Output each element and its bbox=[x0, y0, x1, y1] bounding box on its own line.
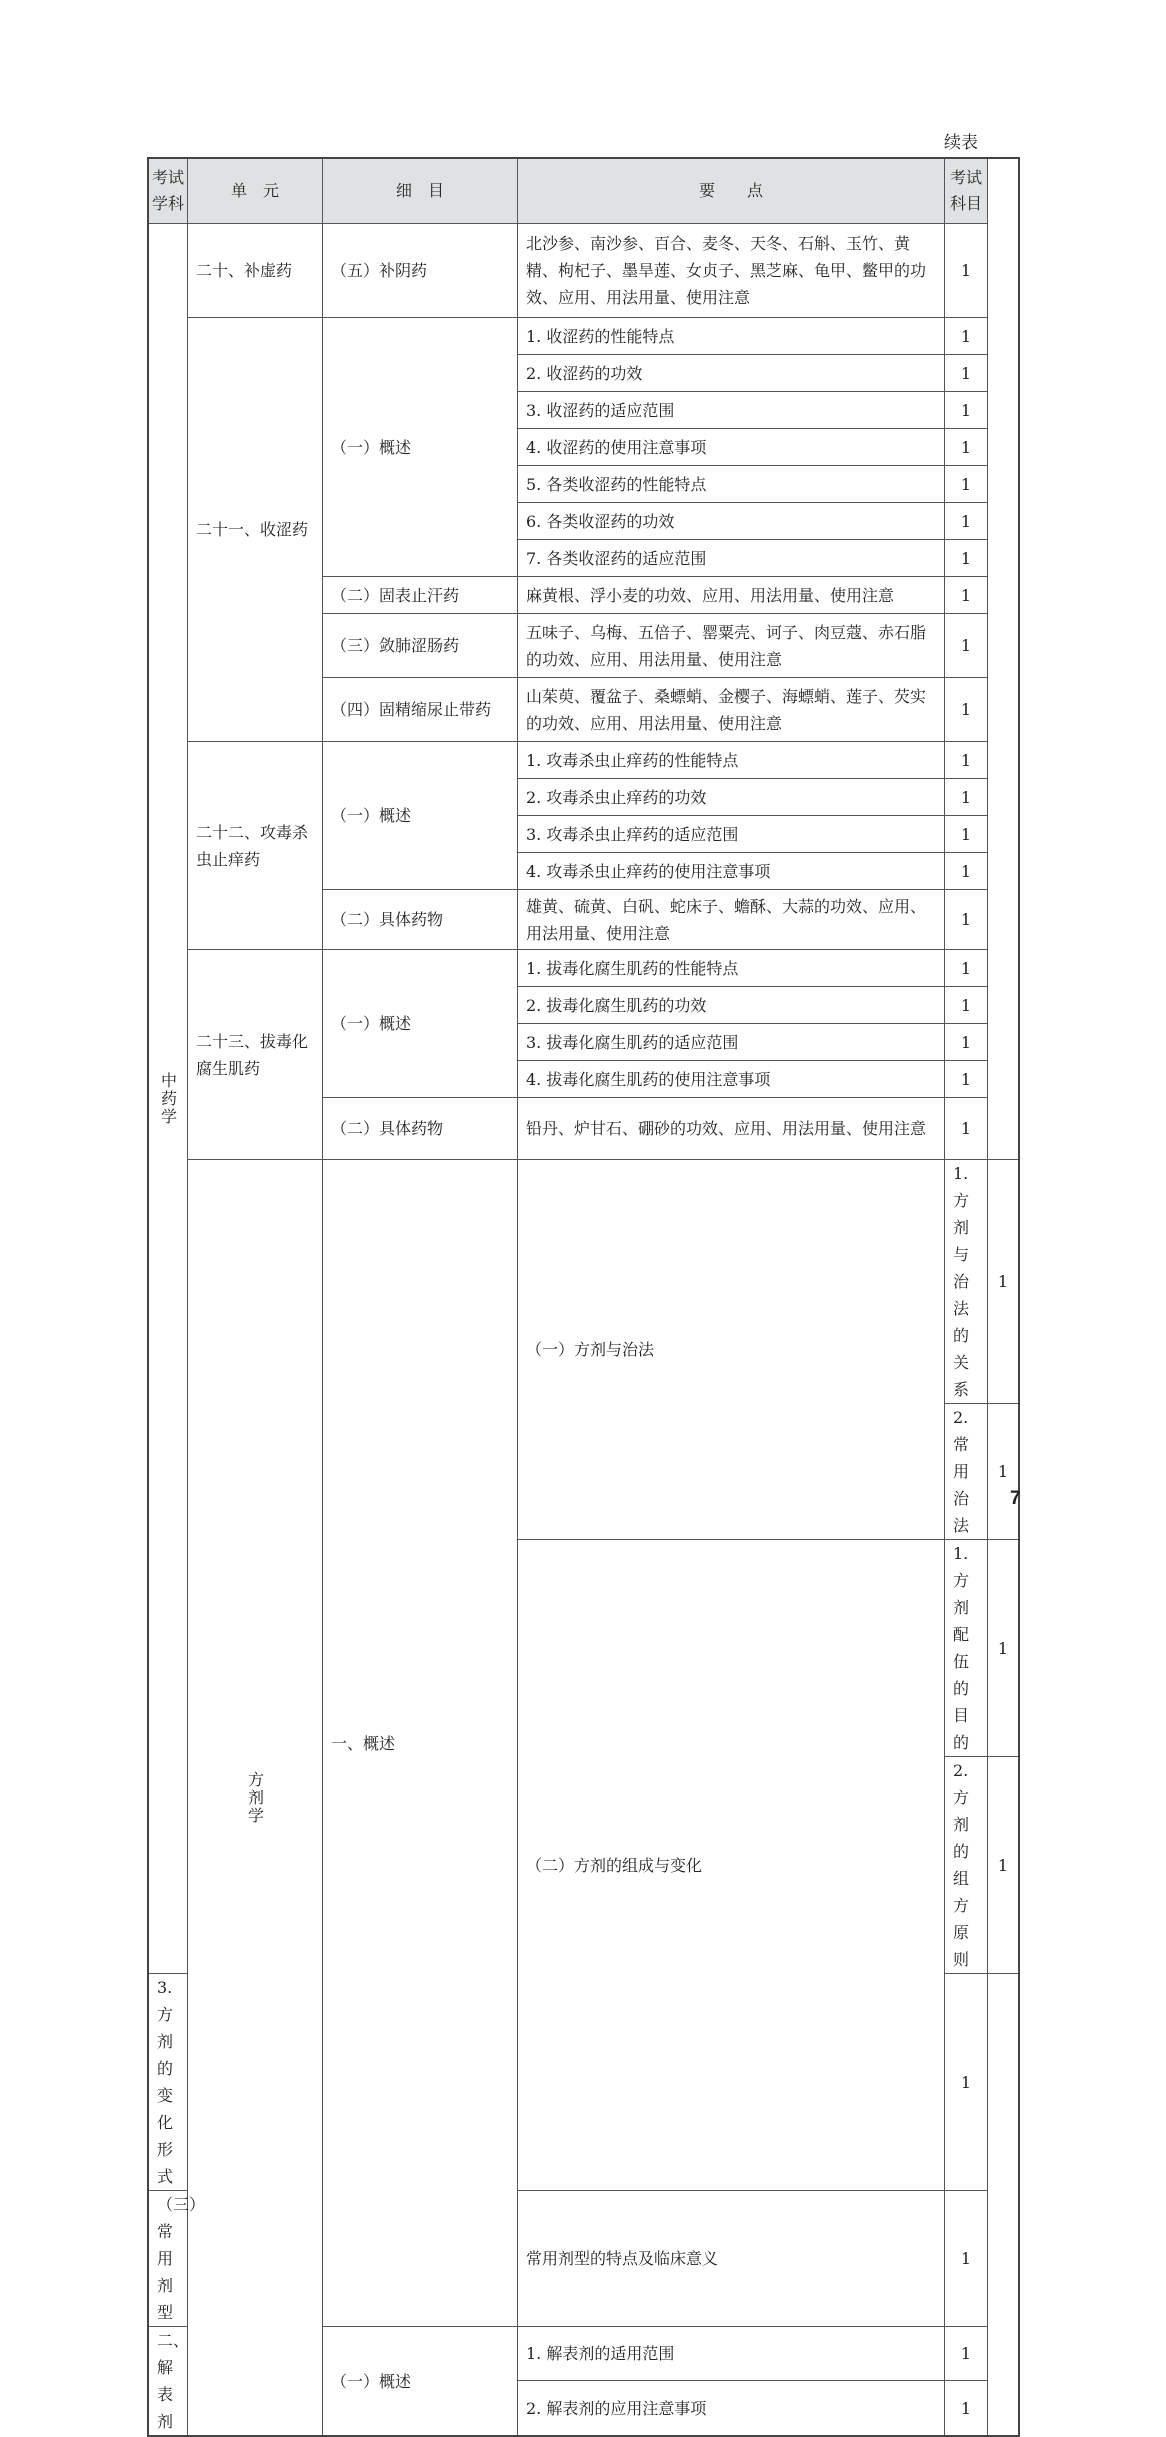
point-cell: 五味子、乌梅、五倍子、罂粟壳、诃子、肉豆蔻、赤石脂的功效、应用、用法用量、使用注意 bbox=[518, 614, 945, 678]
exam-cell: 1 bbox=[988, 1540, 1020, 1757]
point-cell: 3. 拔毒化腐生肌药的适应范围 bbox=[518, 1024, 945, 1061]
exam-cell: 1 bbox=[945, 2327, 988, 2381]
point-cell: 3. 方剂的变化形式 bbox=[148, 1974, 188, 2191]
point-cell: 1. 攻毒杀虫止痒药的性能特点 bbox=[518, 742, 945, 779]
table-row bbox=[148, 742, 1019, 779]
exam-cell: 1 bbox=[945, 1024, 988, 1061]
item-cell: （一）概述 bbox=[323, 950, 518, 1098]
exam-cell: 1 bbox=[988, 1757, 1020, 1974]
exam-cell: 1 bbox=[945, 816, 988, 853]
exam-cell: 1 bbox=[988, 1160, 1020, 1404]
exam-cell: 1 bbox=[945, 540, 988, 577]
item-cell: （二）具体药物 bbox=[323, 1098, 518, 1160]
point-cell: 雄黄、硫黄、白矾、蛇床子、蟾酥、大蒜的功效、应用、用法用量、使用注意 bbox=[518, 890, 945, 950]
exam-cell: 1 bbox=[945, 987, 988, 1024]
unit-cell: 二十一、收涩药 bbox=[188, 318, 323, 742]
point-cell: 1. 方剂与治法的关系 bbox=[945, 1160, 988, 1404]
point-cell: 2. 收涩药的功效 bbox=[518, 355, 945, 392]
item-cell: （二）具体药物 bbox=[323, 890, 518, 950]
table-row bbox=[148, 224, 1019, 318]
item-cell: （四）固精缩尿止带药 bbox=[323, 678, 518, 742]
exam-cell: 1 bbox=[945, 853, 988, 890]
unit-cell: 一、概述 bbox=[323, 1160, 518, 2327]
table-header-row bbox=[148, 158, 1019, 224]
item-cell: （五）补阴药 bbox=[323, 224, 518, 318]
point-cell: 铅丹、炉甘石、硼砂的功效、应用、用法用量、使用注意 bbox=[518, 1098, 945, 1160]
header-subject: 考试 学科 bbox=[148, 158, 188, 224]
item-cell: （二）方剂的组成与变化 bbox=[518, 1540, 945, 2191]
table-row bbox=[148, 950, 1019, 987]
table-row bbox=[148, 1160, 1019, 1404]
point-cell: 山茱萸、覆盆子、桑螵蛸、金樱子、海螵蛸、莲子、芡实的功效、应用、用法用量、使用注意 bbox=[518, 678, 945, 742]
exam-cell: 1 bbox=[945, 614, 988, 678]
item-cell: （三）敛肺涩肠药 bbox=[323, 614, 518, 678]
exam-cell: 1 bbox=[945, 224, 988, 318]
exam-cell: 1 bbox=[945, 742, 988, 779]
point-cell: 麻黄根、浮小麦的功效、应用、用法用量、使用注意 bbox=[518, 577, 945, 614]
point-cell: 1. 拔毒化腐生肌药的性能特点 bbox=[518, 950, 945, 987]
exam-cell: 1 bbox=[945, 318, 988, 355]
item-cell: （三）常用剂型 bbox=[148, 2191, 188, 2327]
exam-cell: 1 bbox=[945, 1098, 988, 1160]
exam-cell: 1 bbox=[945, 392, 988, 429]
point-cell: 3. 攻毒杀虫止痒药的适应范围 bbox=[518, 816, 945, 853]
point-cell: 北沙参、南沙参、百合、麦冬、天冬、石斛、玉竹、黄精、枸杞子、墨旱莲、女贞子、黑芝麻、龟甲、鳖甲的功效、应用、用法用量、使用注意 bbox=[518, 224, 945, 318]
exam-cell: 1 bbox=[945, 503, 988, 540]
unit-cell: 二十三、拔毒化腐生肌药 bbox=[188, 950, 323, 1160]
exam-cell: 1 bbox=[945, 890, 988, 950]
item-cell: （一）概述 bbox=[323, 2327, 518, 2437]
header-item: 细 目 bbox=[323, 158, 518, 224]
point-cell: 3. 收涩药的适应范围 bbox=[518, 392, 945, 429]
point-cell: 7. 各类收涩药的适应范围 bbox=[518, 540, 945, 577]
exam-cell: 1 bbox=[945, 1061, 988, 1098]
exam-cell: 1 bbox=[945, 355, 988, 392]
point-cell: 4. 收涩药的使用注意事项 bbox=[518, 429, 945, 466]
item-cell: （二）固表止汗药 bbox=[323, 577, 518, 614]
exam-cell: 1 bbox=[988, 1404, 1020, 1540]
point-cell: 常用剂型的特点及临床意义 bbox=[518, 2191, 945, 2327]
point-cell: 2. 攻毒杀虫止痒药的功效 bbox=[518, 779, 945, 816]
item-cell: （一）概述 bbox=[323, 742, 518, 890]
unit-cell: 二十、补虚药 bbox=[188, 224, 323, 318]
exam-cell: 1 bbox=[945, 950, 988, 987]
exam-cell: 1 bbox=[945, 466, 988, 503]
point-cell: 2. 拔毒化腐生肌药的功效 bbox=[518, 987, 945, 1024]
point-cell: 1. 解表剂的适用范围 bbox=[518, 2327, 945, 2381]
point-cell: 4. 攻毒杀虫止痒药的使用注意事项 bbox=[518, 853, 945, 890]
exam-cell: 1 bbox=[945, 779, 988, 816]
item-cell: （一）方剂与治法 bbox=[518, 1160, 945, 1540]
point-cell: 2. 常用治法 bbox=[945, 1404, 988, 1540]
header-exam: 考试 科目 bbox=[945, 158, 988, 224]
point-cell: 6. 各类收涩药的功效 bbox=[518, 503, 945, 540]
point-cell: 5. 各类收涩药的性能特点 bbox=[518, 466, 945, 503]
header-points: 要 点 bbox=[518, 158, 945, 224]
exam-cell: 1 bbox=[945, 429, 988, 466]
point-cell: 1. 方剂配伍的目的 bbox=[945, 1540, 988, 1757]
point-cell: 2. 方剂的组方原则 bbox=[945, 1757, 988, 1974]
unit-cell: 二、解表剂 bbox=[148, 2327, 188, 2437]
exam-cell: 1 bbox=[945, 678, 988, 742]
item-cell: （一）概述 bbox=[323, 318, 518, 577]
point-cell: 4. 拔毒化腐生肌药的使用注意事项 bbox=[518, 1061, 945, 1098]
point-cell: 2. 解表剂的应用注意事项 bbox=[518, 2381, 945, 2436]
point-cell: 1. 收涩药的性能特点 bbox=[518, 318, 945, 355]
subject-cell: 中药学 bbox=[148, 224, 188, 1974]
exam-cell: 1 bbox=[945, 1974, 988, 2191]
exam-cell: 1 bbox=[945, 577, 988, 614]
exam-cell: 1 bbox=[945, 2191, 988, 2327]
page-number: 7 bbox=[1010, 1488, 1021, 1509]
syllabus-table bbox=[147, 157, 1020, 2437]
unit-cell: 二十二、攻毒杀虫止痒药 bbox=[188, 742, 323, 950]
subject-cell: 方剂学 bbox=[188, 1160, 323, 2437]
header-unit: 单 元 bbox=[188, 158, 323, 224]
continued-table-label: 续表 bbox=[944, 133, 978, 153]
table-row bbox=[148, 318, 1019, 355]
exam-cell: 1 bbox=[945, 2381, 988, 2436]
